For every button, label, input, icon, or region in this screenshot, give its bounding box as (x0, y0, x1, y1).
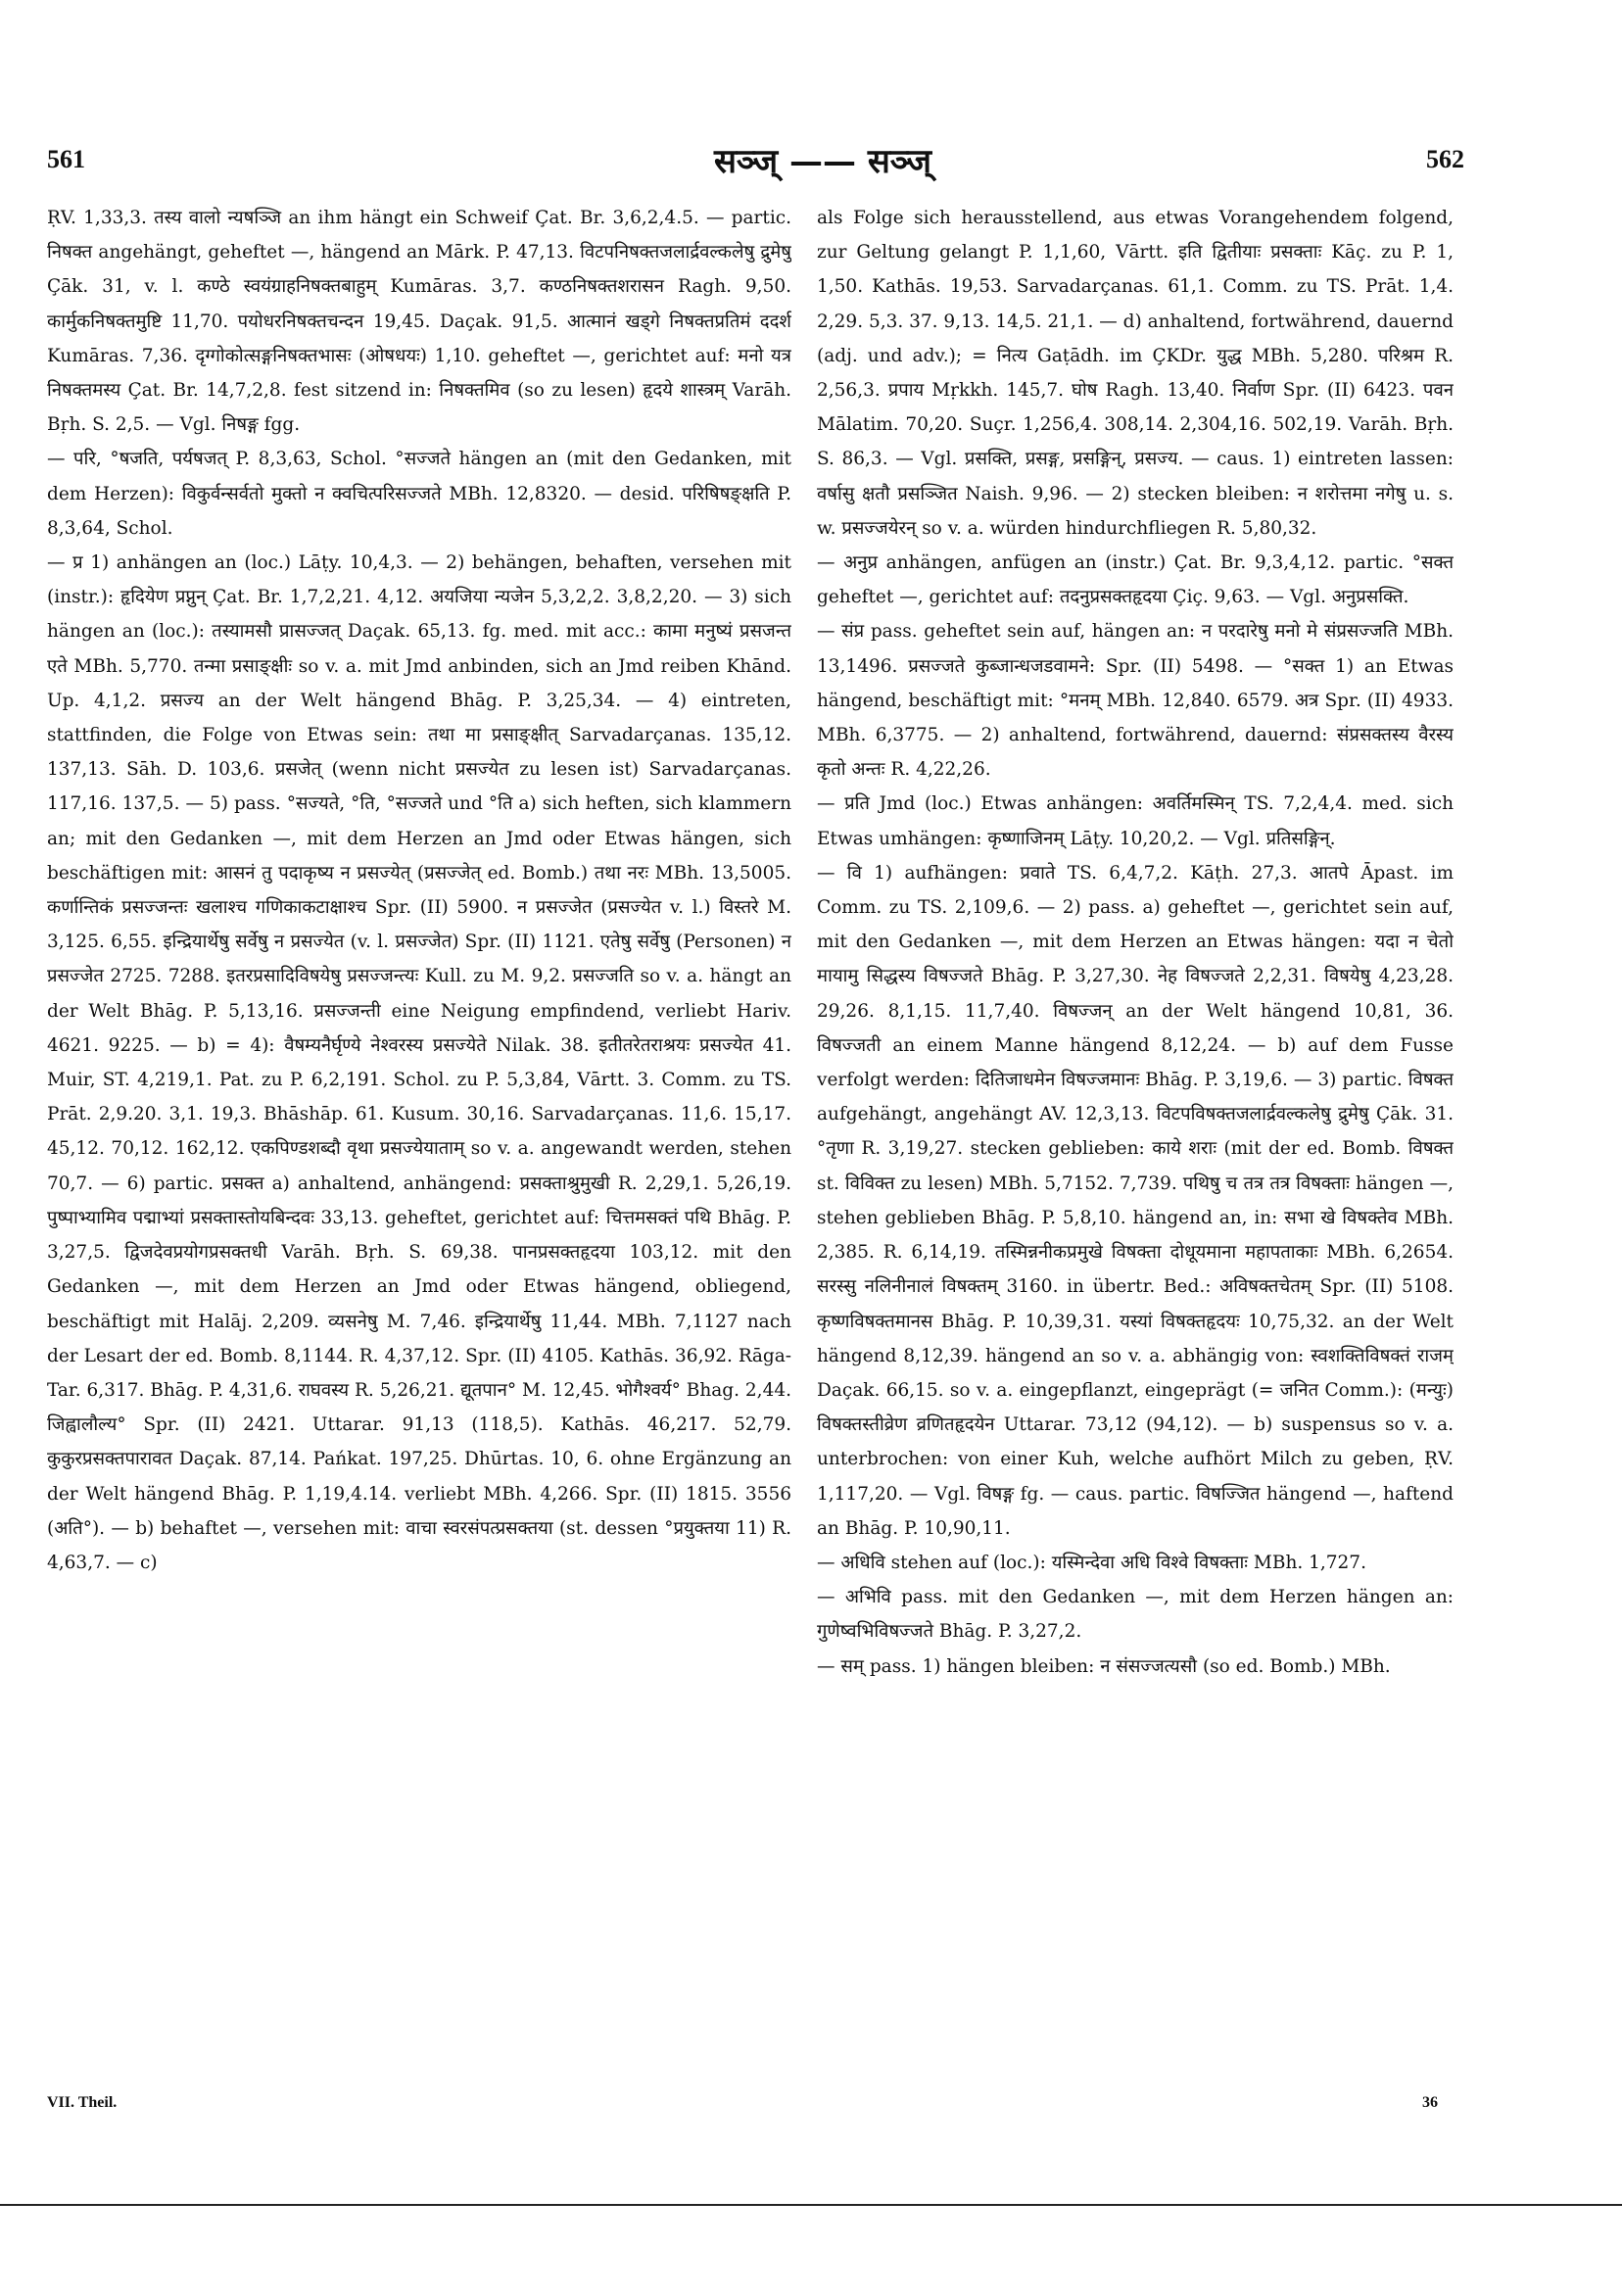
entry-paragraph: — सम् pass. 1) hängen bleiben: न संसज्जत्यसौ (so ed. Bomb.) MBh. (817, 1655, 1391, 1677)
entry-paragraph: als Folge sich herausstellend, aus etwas Vorangehendem folgend, zur Geltung gelangt P. 1,1,60, Vārtt. इति द्वितीयाः प्रसक्ताः Kāç. zu P. 1, 1,50. Kathās. 19,53. Sarvadarçanas. 61,1. Comm. zu TS. Prāt. 1,4. 2,29. 5,3. 37. 9,13. 14,5. 21,1. — d) anhaltend, fortwährend, dauernd (adj. und adv.); = नित्य Gaṭādh. im ÇKDr. युद्ध MBh. 5,280. परिश्रम R. 2,56,3. प्रपाय Mṛkkh. 145,7. घोष Ragh. 13,40. निर्वाण Spr. (II) 6423. पवन Mālatim. 70,20. Suçr. 1,256,4. 308,14. 2,304,16. 502,19. Varāh. Bṛh. S. 86,3. — Vgl. प्रसक्ति, प्रसङ्ग, प्रसङ्गिन्, प्रसज्य. — caus. 1) eintreten lassen: वर्षासु क्षतौ प्रसञ्जित Naish. 9,96. — 2) stecken bleiben: न शरोत्तमा नगेषु u. s. w. प्रसज्जयेरन् so v. a. würden hindurchfliegen R. 5,80,32. (817, 208, 1454, 539)
left-page-number: 561 (47, 145, 85, 173)
signature-number: 36 (1422, 2094, 1438, 2111)
entry-paragraph: — वि 1) aufhängen: प्रवाते TS. 6,4,7,2. Kāṭh. 27,3. आतपे Āpast. im Comm. zu TS. 2,109,6. — 2) pass. a) geheftet —, gerichtet sein auf, mit den Gedanken —, mit dem Herzen an Etwas hängen: यदा न चेतो मायामु सिद्धस्य विषज्जते Bhāg. P. 3,27,30. नेह विषज्जते 2,2,31. विषयेषु 4,23,28. 29,26. 8,1,15. 11,7,40. विषज्जन् an der Welt hängend 10,81, 36. विषज्जती an einem Manne hängend 8,12,24. — b) auf dem Fusse verfolgt werden: दितिजाधमेन विषज्जमानः Bhāg. P. 3,19,6. — 3) partic. विषक्त aufgehängt, angehängt AV. 12,3,13. विटपविषक्तजलार्द्रवल्कलेषु द्रुमेषु Çāk. 31. °तृणा R. 3,19,27. stecken geblieben: काये शराः (mit der ed. Bomb. विषक्त st. विविक्त zu lesen) MBh. 5,7152. 7,739. पथिषु च तत्र तत्र विषक्ताः hängen —, stehen geblieben Bhāg. P. 5,8,10. hängend an, in: सभा खे विषक्तेव MBh. 2,385. R. 6,14,19. तस्मिन्ननीकप्रमुखे विषक्ता दोधूयमाना महापताकाः MBh. 6,2654. सरस्सु नलिनीनालं विषक्तम् 3160. in übertr. Bed.: अविषक्तचेतम् Spr. (II) 5108. कृष्णविषक्तमानस Bhāg. P. 10,39,31. यस्यां विषक्तहृदयः 10,75,32. an der Welt hängend 8,12,39. hängend an so v. a. abhängig von: स्वशक्तिविषक्तं राजम् Daçak. 66,15. so v. a. eingepflanzt, eingeprägt (= जनित Comm.): (मन्युः) विषक्तस्तीव्रेण व्रणितहृदयेन Uttarar. 73,12 (94,12). — b) suspensus so v. a. unterbrochen: von einer Kuh, welche aufhört Milch zu geben, ṚV. 1,117,20. — Vgl. विषङ्ग fg. — caus. partic. विषज्जित hängend —, haftend an Bhāg. P. 10,90,11. (817, 862, 1454, 1539)
entry-paragraph: — अभिवि pass. mit den Gedanken —, mit dem Herzen hängen an: गुणेष्वभिविषज्जते Bhāg. P. 3,27,2. (817, 1587, 1454, 1643)
volume-footer: VII. Theil. (47, 2094, 118, 2111)
entry-paragraph: — प्रति Jmd (loc.) Etwas anhängen: अवर्तिमस्मिन् TS. 7,2,4,4. med. sich Etwas umhängen: कृष्णाजिनम् Lāṭy. 10,20,2. — Vgl. प्रतिसङ्गिन्. (817, 793, 1454, 849)
entry-paragraph: — अनुप्र anhängen, anfügen an (instr.) Çat. Br. 9,3,4,12. partic. °सक्त geheftet —, gerichtet auf: तदनुप्रसक्तहृदया Çiç. 9,63. — Vgl. अनुप्रसक्ति. (817, 552, 1454, 608)
entry-paragraph: — अधिवि stehen auf (loc.): यस्मिन्देवा अधि विश्वे विषक्ताः MBh. 1,727. (817, 1552, 1366, 1573)
left-column (47, 201, 791, 2072)
entry-paragraph: — संप्र pass. geheftet sein auf, hängen an: न परदारेषु मनो मे संप्रसज्जति MBh. 13,1496. प्रसज्जते कुब्जान्धजडवामने: Spr. (II) 5498. — °सक्त 1) an Etwas hängend, beschäftigt mit: °मनम् MBh. 12,840. 6579. अत्र Spr. (II) 4933. MBh. 6,3775. — 2) anhaltend, fortwährend, dauernd: संप्रसक्तस्य वैरस्य कृतो अन्तः R. 4,22,26. (817, 621, 1454, 781)
entry-paragraph: — प्र 1) anhängen an (loc.) Lāṭy. 10,4,3. — 2) behängen, behaften, versehen mit (instr.): हृदियेण प्रप्नुन् Çat. Br. 1,7,2,21. 4,12. अयजिया न्यजेन 5,3,2,2. 3,8,2,20. — 3) sich hängen an (loc.): तस्यामसौ प्रासज्जत् Daçak. 65,13. fg. med. mit acc.: कामा मनुष्यं प्रसजन्त एते MBh. 5,770. तन्मा प्रसाङ्क्षीः so v. a. mit Jmd anbinden, sich an Jmd reiben Khānd. Up. 4,1,2. प्रसज्य an der Welt hängend Bhāg. P. 3,25,34. — 4) eintreten, stattfinden, die Folge von Etwas sein: तथा मा प्रसाङ्क्षीत् Sarvadarçanas. 135,12. 137,13. Sāh. D. 103,6. प्रसजेत् (wenn nicht प्रसज्येत zu lesen ist) Sarvadarçanas. 117,16. 137,5. — 5) pass. °सज्यते, °ति, °सज्जते und °ति a) sich heften, sich klammern an; mit den Gedanken —, mit dem Herzen an Jmd oder Etwas hängen, sich beschäftigen mit: आसनं तु पदाकृष्य न प्रसज्येत् (प्रसज्जेत् ed. Bomb.) तथा नरः MBh. 13,5005. कर्णान्तिकं प्रसज्जन्तः खलाश्च गणिकाकटाक्षाश्च Spr. (II) 5900. न प्रसज्जेत (प्रसज्येत v. l.) विस्तरे M. 3,125. 6,55. इन्द्रियार्थेषु सर्वेषु न प्रसज्येत (v. l. प्रसज्जेत) Spr. (II) 1121. एतेषु सर्वेषु (Personen) न प्रसज्जेत 2725. 7288. इतरप्रसादिविषयेषु प्रसज्जन्त्यः Kull. zu M. 9,2. प्रसज्जति so v. a. hängt an der Welt Bhāg. P. 5,13,16. प्रसज्जन्ती eine Neigung empfindend, verliebt Hariv. 4621. 9225. — b) = 4): वैषम्यनैर्घृण्ये नेश्वरस्य प्रसज्येते Nilak. 38. इतीतरेतराश्रयः प्रसज्येत 41. Muir, ST. 4,219,1. Pat. zu P. 6,2,191. Schol. zu P. 5,3,84, Vārtt. 3. Comm. zu TS. Prāt. 2,9.20. 3,1. 19,3. Bhāshāp. 61. Kusum. 30,16. Sarvadarçanas. 11,6. 15,17. 45,12. 70,12. 162,12. एकपिण्डशब्दौ वृथा प्रसज्येयाताम् so v. a. angewandt werden, stehen 70,7. — 6) partic. प्रसक्त a) anhaltend, anhängend: प्रसक्ताश्रुमुखी R. 2,29,1. 5,26,19. पुष्पाभ्यामिव पद्माभ्यां प्रसक्तास्तोयबिन्दवः 33,13. geheftet, gerichtet auf: चित्तमसक्तं पथि Bhāg. P. 3,27,5. द्विजदेवप्रयोगप्रसक्तधी Varāh. Bṛh. S. 69,38. पानप्रसक्तहृदया 103,12. mit den Gedanken —, mit dem Herzen an Jmd oder Etwas hängend, obliegend, beschäftigt mit Halāj. 2,209. व्यसनेषु M. 7,46. इन्द्रियार्थेषु 11,44. MBh. 7,1127 nach der Lesart der ed. Bomb. 8,1144. R. 4,37,12. Spr. (II) 4105. Kathās. 36,92. Rāga-Tar. 6,317. Bhāg. P. 4,31,6. राघवस्य R. 5,26,21. द्यूतपान° M. 12,45. भोगैश्वर्य° Bhag. 2,44. जिह्वालौल्य° Spr. (II) 2421. Uttarar. 91,13 (118,5). Kathās. 46,217. 52,79. कुकुरप्रसक्तपारावत Daçak. 87,14. Pańkat. 197,25. Dhūrtas. 10, 6. ohne Ergänzung an der Welt hängend Bhāg. P. 1,19,4.14. verliebt MBh. 4,266. Spr. (II) 1815. 3556 (अति°). — b) behaftet —, versehen mit: वाचा स्वरसंपत्प्रसक्तया (st. dessen °प्रयुक्तया 11) R. 4,63,7. — c) (47, 552, 791, 1573)
running-head: सञ्ज् —— सञ्ज् (713, 142, 932, 181)
right-page-number: 562 (1426, 145, 1464, 173)
entry-paragraph: ṚV. 1,33,3. तस्य वालो न्यषञ्जि an ihm hängt ein Schweif Çat. Br. 3,6,2,4.5. — partic. निषक्त angehängt, geheftet —, hängend an Mārk. P. 47,13. विटपनिषक्तजलार्द्रवल्कलेषु द्रुमेषु Çāk. 31, v. l. कण्ठे स्वयंग्राहनिषक्तबाहुम् Kumāras. 3,7. कण्ठनिषक्तशरासन Ragh. 9,50. कार्मुकनिषक्तमुष्टि 11,70. पयोधरनिषक्तचन्दन 19,45. Daçak. 91,5. आत्मानं खड्गे निषक्तप्रतिमं ददर्श Kumāras. 7,36. दृग्गोकोत्सङ्गनिषक्तभासः (ओषधयः) 1,10. geheftet —, gerichtet auf: मनो यत्र निषक्तमस्य Çat. Br. 14,7,2,8. fest sitzend in: निषक्तमिव (so zu lesen) हृदये शास्त्रम् Varāh. Bṛh. S. 2,5. — Vgl. निषङ्ग fgg. (47, 208, 791, 436)
entry-paragraph: — परि, °षजति, पर्यषजत् P. 8,3,63, Schol. °सज्जते hängen an (mit den Gedanken, mit dem Herzen): विकुर्वन्सर्वतो मुक्तो न क्वचित्परिसज्जते MBh. 12,8320. — desid. परिषिषङ्क्षति P. 8,3,64, Schol. (47, 449, 791, 539)
right-column (817, 201, 1454, 2072)
bottom-rule (0, 2204, 1622, 2206)
